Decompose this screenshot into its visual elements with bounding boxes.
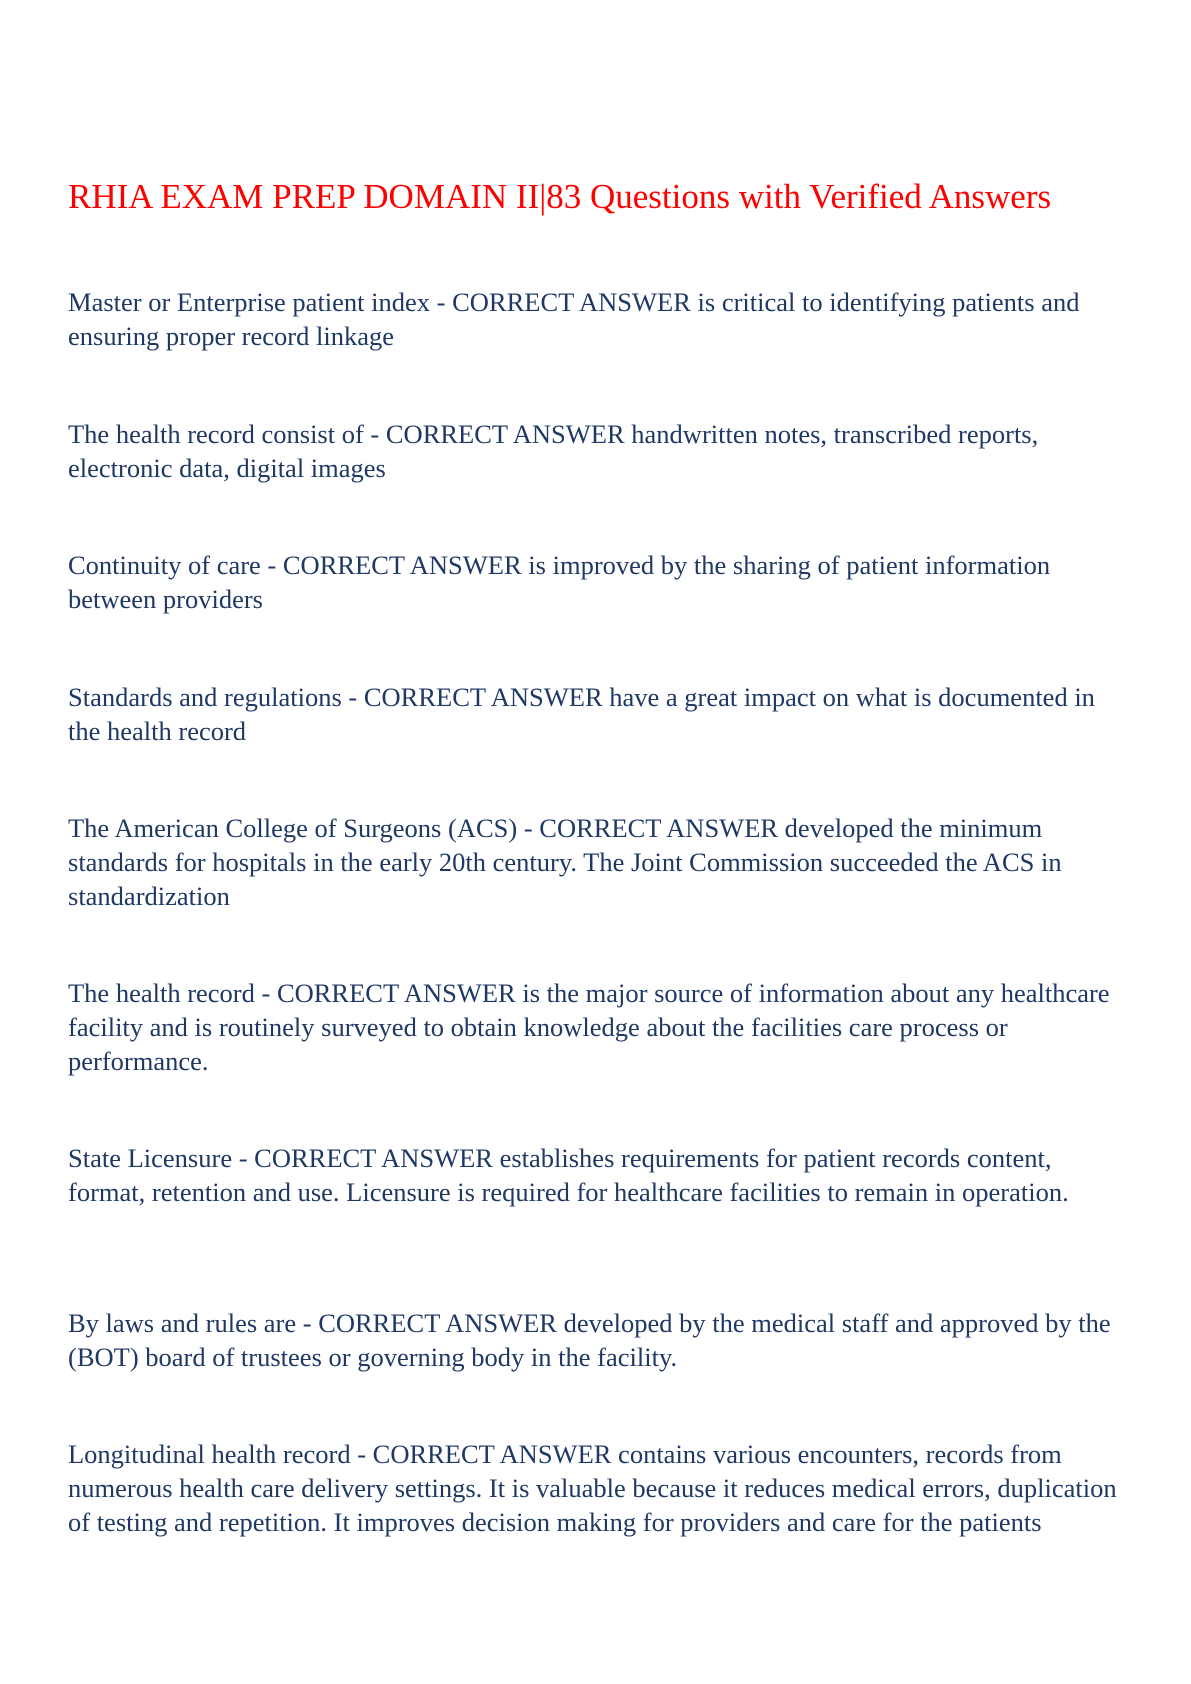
qa-item: By laws and rules are - CORRECT ANSWER developed by the medical staff and approved by the (BOT) board of trustees or governing body in the facility. xyxy=(68,1308,1111,1372)
qa-item: The health record - CORRECT ANSWER is the major source of information about any healthcare facility and is routinely surveyed to obtain knowledge about the facilities care process or performance. xyxy=(68,978,1110,1076)
qa-item: The American College of Surgeons (ACS) - CORRECT ANSWER developed the minimum standards for hospitals in the early 20th century. The Joint Commission succeeded the ACS in standardization xyxy=(68,813,1062,911)
qa-item: Continuity of care - CORRECT ANSWER is improved by the sharing of patient information between providers xyxy=(68,550,1051,614)
qa-item: The health record consist of - CORRECT ANSWER handwritten notes, transcribed reports, electronic data, digital images xyxy=(68,419,1039,483)
qa-item: Longitudinal health record - CORRECT ANSWER contains various encounters, records from numerous health care delivery settings. It is valuable because it reduces medical errors, duplication of testing and repetition. It improves decision making for providers and care for the patients xyxy=(68,1439,1117,1537)
qa-item: Master or Enterprise patient index - CORRECT ANSWER is critical to identifying patients and ensuring proper record linkage xyxy=(68,287,1080,351)
document-title: RHIA EXAM PREP DOMAIN II|83 Questions with Verified Answers xyxy=(68,177,1052,216)
qa-item: Standards and regulations - CORRECT ANSWER have a great impact on what is documented in the health record xyxy=(68,682,1095,746)
qa-item: State Licensure - CORRECT ANSWER establishes requirements for patient records content, format, retention and use. Licensure is required for healthcare facilities to remain in operation. xyxy=(68,1143,1069,1207)
